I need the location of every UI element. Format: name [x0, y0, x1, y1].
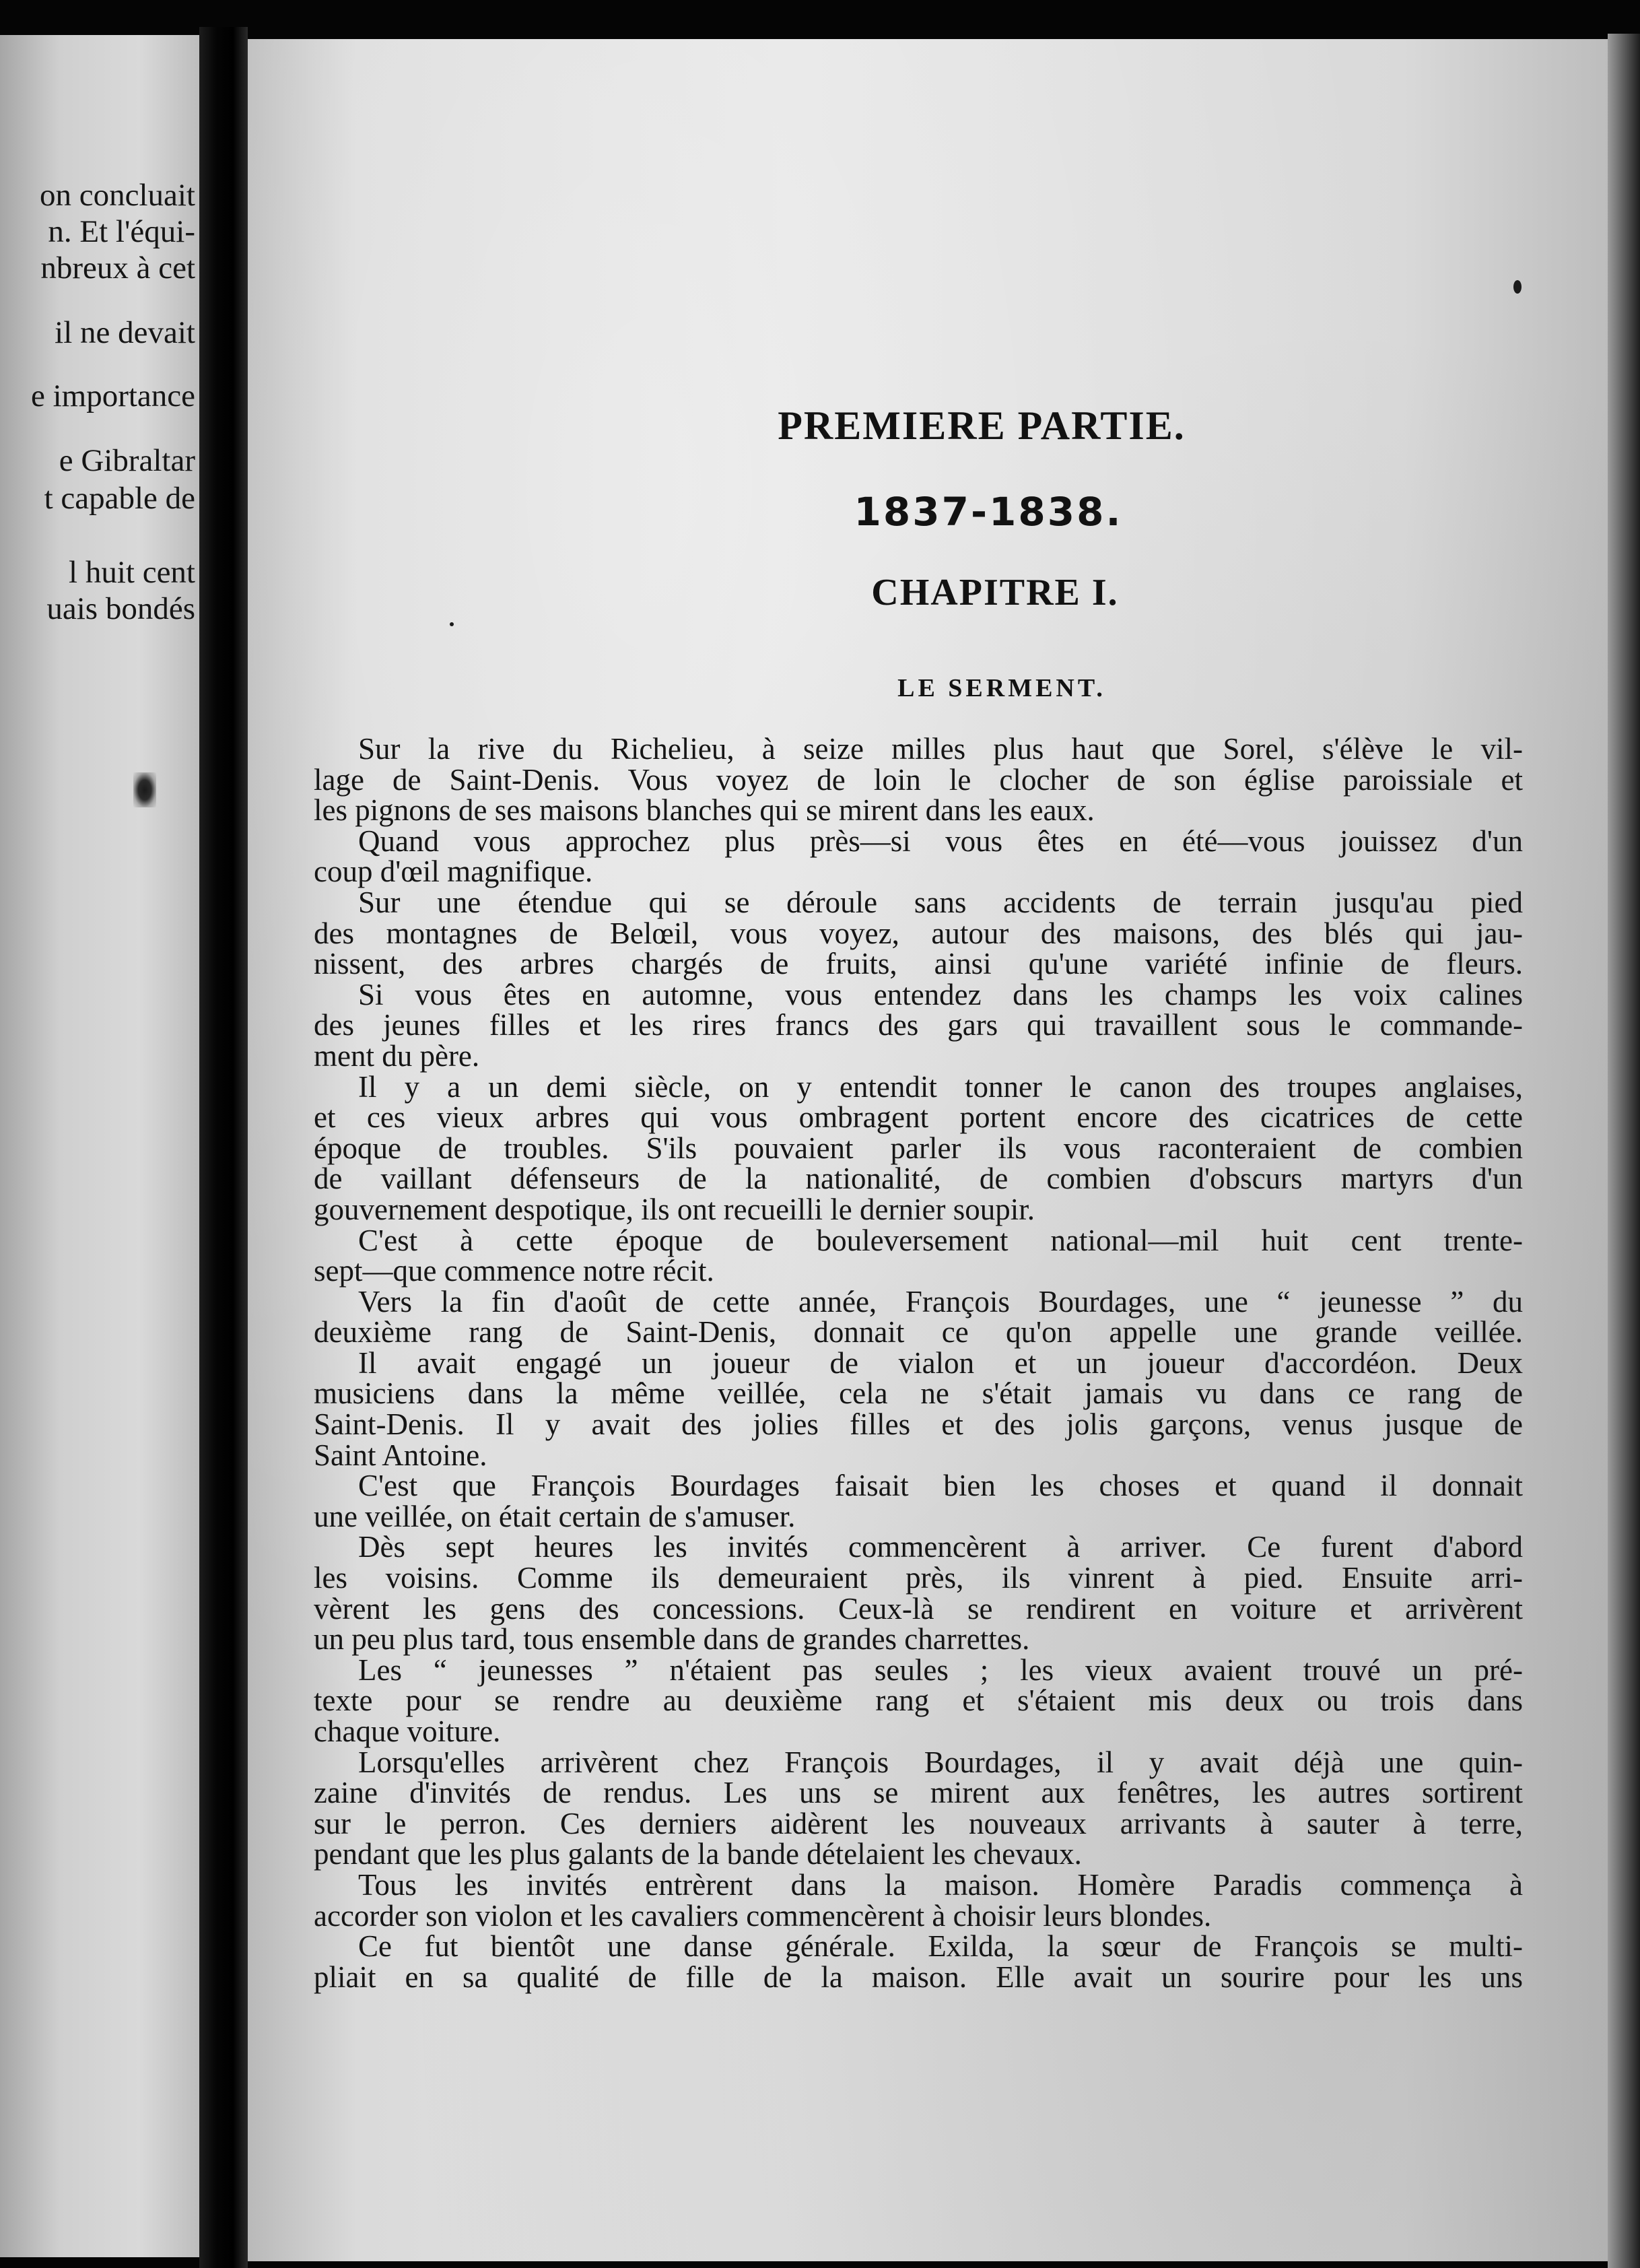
part-title: PREMIERE PARTIE.	[778, 403, 1186, 448]
text-line: de vaillant défenseurs de la nationalité, de combien d'obscurs martyrs d'un	[314, 1162, 1523, 1196]
text-line: C'est que François Bourdages faisait bien les choses et quand il donnait	[358, 1469, 1523, 1503]
chapter-heading: CHAPITRE I.	[871, 572, 1119, 613]
left-page-line: on concluait	[39, 178, 195, 213]
text-line: Sur une étendue qui se déroule sans accidents de terrain jusqu'au pied	[358, 885, 1523, 919]
body-text	[314, 734, 1523, 1993]
text-line: Dès sept heures les invités commencèrent à arriver. Ce furent d'abord	[358, 1530, 1523, 1564]
text-line: deuxième rang de Saint-Denis, donnait ce qu'on appelle une grande veillée.	[314, 1315, 1523, 1349]
text-line: Il y a un demi siècle, on y entendit tonner le canon des troupes anglaises,	[358, 1069, 1523, 1104]
text-line: Sur la rive du Richelieu, à seize milles plus haut que Sorel, s'élève le vil-	[358, 732, 1523, 766]
main-page	[248, 39, 1608, 2261]
text-line: sur le perron. Ces derniers aidèrent les nouveaux arrivants à sauter à terre,	[314, 1806, 1523, 1840]
ink-blot	[133, 772, 156, 807]
page-gutter	[199, 27, 248, 2268]
text-line: Saint-Denis. Il y avait des jolies filles et des jolis garçons, venus jusque de	[314, 1407, 1523, 1442]
text-line: les voisins. Comme ils demeuraient près, ils vinrent à pied. Ensuite arri-	[314, 1561, 1523, 1595]
text-line: une veillée, on était certain de s'amuser.	[314, 1499, 796, 1533]
text-line: Lorsqu'elles arrivèrent chez François Bourdages, il y avait déjà une quin-	[358, 1745, 1523, 1779]
left-page-line: e importance	[30, 378, 195, 413]
text-line: C'est à cette époque de bouleversement national—mil huit cent trente-	[358, 1223, 1523, 1257]
text-line: sept—que commence notre récit.	[314, 1254, 714, 1288]
text-line: vèrent les gens des concessions. Ceux-là se rendirent en voiture et arrivèrent	[314, 1591, 1523, 1626]
text-line: Tous les invités entrèrent dans la maison. Homère Paradis commença à	[358, 1867, 1523, 1902]
text-line: zaine d'invités de rendus. Les uns se mirent aux fenêtres, les autres sortirent	[314, 1776, 1523, 1810]
page-edge	[1608, 34, 1640, 2268]
text-line: coup d'œil magnifique.	[314, 855, 593, 889]
text-line: chaque voiture.	[314, 1714, 501, 1748]
text-line: époque de troubles. S'ils pouvaient parler ils vous raconteraient de combien	[314, 1131, 1523, 1165]
text-line: ment du père.	[314, 1038, 480, 1073]
text-line: Ce fut bientôt une danse générale. Exilda, la sœur de François se multi-	[358, 1929, 1523, 1964]
chapter-subtitle: LE SERMENT.	[897, 674, 1106, 702]
text-line: Quand vous approchez plus près—si vous êtes en été—vous jouissez d'un	[358, 824, 1523, 858]
text-line: Vers la fin d'août de cette année, François Bourdages, une “ jeunesse ” du	[358, 1284, 1523, 1319]
page-speck	[1513, 280, 1522, 294]
text-line: Si vous êtes en automne, vous entendez dans les champs les voix calines	[358, 977, 1523, 1011]
text-line: un peu plus tard, tous ensemble dans de grandes charrettes.	[314, 1622, 1030, 1657]
text-line: les pignons de ses maisons blanches qui se mirent dans les eaux.	[314, 793, 1095, 828]
page-speck	[450, 622, 454, 626]
text-line: nissent, des arbres chargés de fruits, ainsi qu'une variété infinie de fleurs.	[314, 947, 1523, 981]
left-page-line: t capable de	[44, 481, 195, 516]
left-page-line: nbreux à cet	[40, 251, 195, 286]
left-page-line: n. Et l'équi-	[48, 214, 195, 249]
text-line: musiciens dans la même veillée, cela ne s'était jamais vu dans ce rang de	[314, 1376, 1523, 1411]
text-line: texte pour se rendre au deuxième rang et s'étaient mis deux ou trois dans	[314, 1683, 1523, 1718]
left-page-line: il ne devait	[55, 315, 195, 350]
text-line: pendant que les plus galants de la bande dételaient les chevaux.	[314, 1837, 1082, 1871]
text-line: accorder son violon et les cavaliers commencèrent à choisir leurs blondes.	[314, 1898, 1212, 1933]
text-line: pliait en sa qualité de fille de la maison. Elle avait un sourire pour les uns	[314, 1960, 1523, 1994]
left-page-line: e Gibraltar	[59, 443, 195, 478]
text-line: lage de Saint-Denis. Vous voyez de loin le clocher de son église paroissiale et	[314, 762, 1523, 797]
left-page-fragment	[0, 35, 199, 2257]
text-line: des jeunes filles et les rires francs des gars qui travaillent sous le commande-	[314, 1008, 1523, 1042]
text-line: Saint Antoine.	[314, 1438, 487, 1472]
left-page-line: uais bondés	[46, 591, 195, 626]
text-line: Il avait engagé un joueur de vialon et un joueur d'accordéon. Deux	[358, 1345, 1523, 1380]
years-heading: 1837-1838.	[854, 489, 1123, 535]
text-line: des montagnes de Belœil, vous voyez, autour des maisons, des blés qui jau-	[314, 916, 1523, 950]
text-line: gouvernement despotique, ils ont recueilli le dernier soupir.	[314, 1192, 1035, 1226]
left-page-line: l huit cent	[69, 555, 195, 590]
text-line: et ces vieux arbres qui vous ombragent portent encore des cicatrices de cette	[314, 1100, 1523, 1135]
text-line: Les “ jeunesses ” n'étaient pas seules ; les vieux avaient trouvé un pré-	[358, 1653, 1523, 1687]
